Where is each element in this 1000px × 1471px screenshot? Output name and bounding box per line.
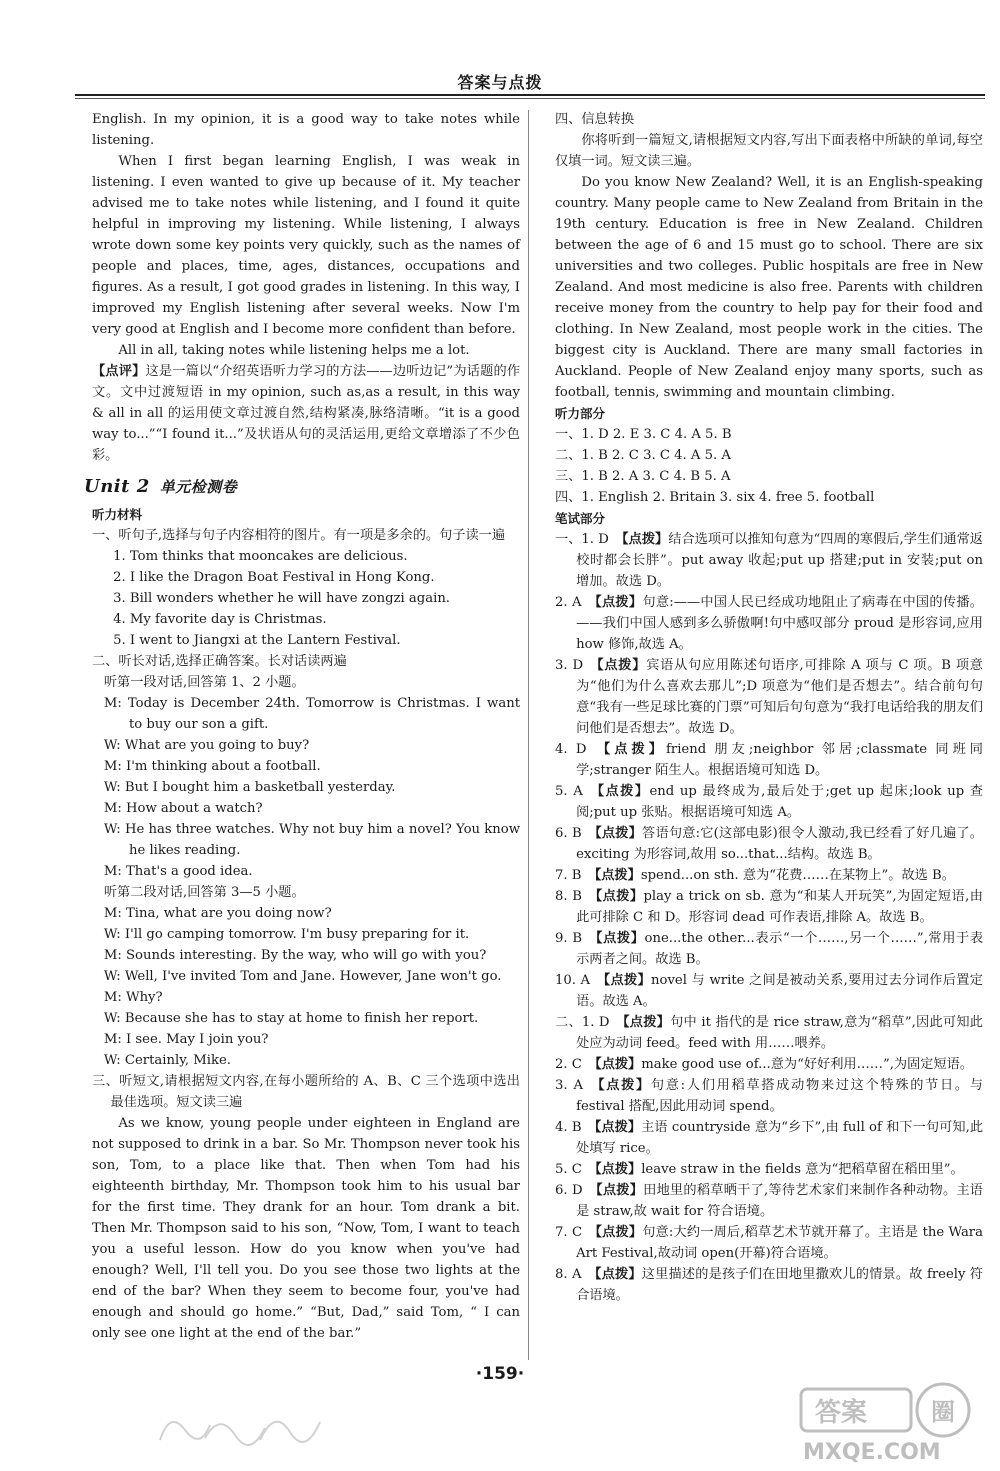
tip-tag: 【点拨】 <box>588 595 643 610</box>
answer-text: 句中 it 指代的是 rice straw,意为“稻草”,因此可知此处应为动词 feed。feed with 用……喂养。 <box>576 1015 983 1051</box>
answer-list <box>555 1012 983 1306</box>
answer-text: 句意:——中国人民已经成功地阻止了病毒在中国的传播。——我们中国人感到多么骄傲啊!句中感叹部分 proud 是形容词,应用 how 修饰,故选 A。 <box>576 595 983 652</box>
tip-tag: 【点拨】 <box>588 1057 642 1072</box>
svg-text:MXQE.COM: MXQE.COM <box>803 1440 941 1465</box>
answer-item <box>555 823 983 865</box>
dialog-line: W: Because she has to stay at home to finish her report. <box>103 1011 479 1026</box>
tip-tag: 【点拨】 <box>588 931 645 946</box>
answer-text: one...the other...表示“一个……,另一个……”,常用于表示两者之间。故选 B。 <box>576 931 984 967</box>
answer-text: play a trick on sb. 意为“和某人开玩笑”,为固定短语,由此可排除 C 和 D。形容词 dead 可作表语,排除 A。故选 B。 <box>576 889 983 925</box>
comment-tag: 【点评】 <box>92 364 146 379</box>
list-item: 5. I went to Jiangxi at the Lantern Festival. <box>113 633 401 648</box>
dialog-line: M: I'm thinking about a football. <box>103 759 321 774</box>
column-divider <box>528 110 529 1360</box>
dialog-line: M: Today is December 24th. Tomorrow is Christmas. I want to buy our son a gift. <box>103 696 520 732</box>
answer-text: end up 最终成为,最后处于;get up 起床;look up 查阅;put up 张贴。根据语境可知选 A。 <box>576 784 983 820</box>
answer-number: 2. C <box>555 1057 582 1072</box>
handwriting-watermark <box>150 1400 330 1455</box>
dialog-line: W: What are you going to buy? <box>103 738 310 753</box>
answer-item <box>555 886 983 928</box>
answer-row: 一、1. D 2. E 3. C 4. A 5. B <box>555 427 732 442</box>
answer-item <box>555 970 983 1012</box>
answer-item <box>555 1012 983 1054</box>
tip-tag: 【点拨】 <box>588 1162 642 1177</box>
answer-item <box>555 928 983 970</box>
tip-tag: 【点拨】 <box>596 973 652 988</box>
answer-number: 6. B <box>555 826 582 841</box>
answer-list <box>555 529 983 1012</box>
dialog-line: M: How about a watch? <box>103 801 263 816</box>
answer-item <box>555 1222 983 1264</box>
tip-tag: 【点拨】 <box>589 1078 651 1093</box>
answer-number: 3. A <box>555 1078 584 1093</box>
dialog-line: W: He has three watches. Why not buy him a novel? You know he likes reading. <box>103 822 520 858</box>
answer-item <box>555 1075 983 1117</box>
answer-number: 4. B <box>555 1120 582 1135</box>
answer-number: 7. C <box>555 1225 583 1240</box>
tip-tag: 【点拨】 <box>588 1225 643 1240</box>
answer-number: 4. D <box>555 742 587 757</box>
answer-text: 田地里的稻草晒干了,等待艺术家们来制作各种动物。主语是 straw,故 wait for 符合语境。 <box>576 1183 983 1219</box>
right-column <box>555 109 983 1306</box>
tip-tag: 【点拨】 <box>589 1183 644 1198</box>
answer-row: 二、1. B 2. C 3. C 4. A 5. A <box>555 448 731 463</box>
tip-tag: 【点拨】 <box>589 784 650 799</box>
answer-text: 结合选项可以推知句意为“四周的寒假后,学生们通常返校时都会长胖”。put away 收起;put up 搭建;put in 安装;put on 增加。故选 D。 <box>576 532 983 589</box>
list-item: 4. My favorite day is Christmas. <box>113 612 327 627</box>
answer-number: 8. A <box>555 1267 582 1282</box>
comment-text: 这是一篇以“介绍英语听力学习的方法——边听边记”为话题的作文。文中过渡短语 in my opinion, such as,as a result, in this way & all in all 的运用使文章过渡自然,结构紧凑,脉络清晰。“it is a good way to...”“I found it...”及状语从句的灵活运用,更给文章增添了不少色彩。 <box>92 364 521 463</box>
answer-text: 句意:大约一周后,稻草艺术节就开幕了。主语是 the Wara Art Festival,故动词 open(开幕)符合语境。 <box>576 1225 983 1261</box>
dialog-line: M: Why? <box>103 990 163 1005</box>
header-rule <box>75 94 985 96</box>
instruction: 你将听到一篇短文,请根据短文内容,写出下面表格中所缺的单词,每空仅填一词。短文读三遍。 <box>555 133 983 169</box>
essay-paragraph: All in all, taking notes while listening helps me a lot. <box>118 343 470 358</box>
part-heading: 四、信息转换 <box>555 112 635 127</box>
answer-item <box>555 1117 983 1159</box>
answer-item <box>555 781 983 823</box>
answer-number: 7. B <box>555 868 582 883</box>
unit-suffix: 单元检测卷 <box>159 478 238 496</box>
answer-number: 6. D <box>555 1183 583 1198</box>
svg-text:圈: 圈 <box>931 1398 955 1426</box>
answer-number: 2. A <box>555 595 582 610</box>
dialog-line: W: I'll go camping tomorrow. I'm busy preparing for it. <box>103 927 470 942</box>
tip-tag: 【点拨】 <box>615 532 669 547</box>
list-item: 3. Bill wonders whether he will have zongzi again. <box>113 591 451 606</box>
answer-item <box>555 529 983 592</box>
answer-item <box>555 1264 983 1306</box>
page-number: ·159· <box>475 1364 525 1384</box>
answer-number: 10. A <box>555 973 591 988</box>
answer-item <box>555 1180 983 1222</box>
left-column <box>84 109 521 1344</box>
dialog-line: M: Sounds interesting. By the way, who will go with you? <box>103 948 487 963</box>
dialog-line: W: Certainly, Mike. <box>103 1053 231 1068</box>
tip-tag: 【点拨】 <box>588 868 641 883</box>
answer-text: make good use of...意为“好好利用……”,为固定短语。 <box>641 1057 974 1072</box>
dialog-line: W: But I bought him a basketball yesterday. <box>103 780 396 795</box>
answer-number: 5. A <box>555 784 583 799</box>
list-item: 2. I like the Dragon Boat Festival in Hong Kong. <box>113 570 435 585</box>
answer-row: 四、1. English 2. Britain 3. six 4. free 5. football <box>555 490 875 505</box>
answer-text: 句意:人们用稻草搭成动物来过这个特殊的节日。与 festival 搭配,因此用动词 spend。 <box>576 1078 983 1114</box>
passage: As we know, young people under eighteen in England are not supposed to drink in a bar. So Mr. Thompson never took his son, Tom, to a place like that. Then when Tom had his eighteenth birthday, Mr. Thompson took him to his usual bar for the first time. They drank for an hour. Tom drank a bit. Then Mr. Thompson said to his son, “Now, Tom, I want to teach you a useful lesson. How do you know when you've had enough? Well, I'll tell you. Do you see those two lights at the end of the bar? When they seem to become four, you've had enough and should go home.” “But, Dad,” said Tom, “ I can only see one light at the end of the bar.” <box>92 1116 520 1341</box>
section-heading: 听力材料 <box>92 507 143 522</box>
header-title: 答案与点拨 <box>457 73 543 92</box>
tip-tag: 【点拨】 <box>588 826 643 841</box>
tip-tag: 【点拨】 <box>588 1120 642 1135</box>
dialog-line: M: I see. May I join you? <box>103 1032 269 1047</box>
part-subheading: 听第一段对话,回答第 1、2 小题。 <box>103 675 305 690</box>
answer-item <box>555 592 983 655</box>
answer-text: 这里描述的是孩子们在田地里撒欢儿的情景。故 freely 符合语境。 <box>576 1267 983 1303</box>
section-heading: 笔试部分 <box>555 511 606 526</box>
answer-item <box>555 739 983 781</box>
answer-number: 二、1. D <box>555 1015 610 1030</box>
unit-title <box>84 476 520 498</box>
tip-tag: 【点拨】 <box>588 889 644 904</box>
comment <box>92 361 520 466</box>
header-rule-thin <box>75 98 985 99</box>
part-heading: 一、听句子,选择与句子内容相符的图片。有一项是多余的。句子读一遍 <box>92 528 506 543</box>
answer-item <box>555 1159 983 1180</box>
part-subheading: 听第二段对话,回答第 3—5 小题。 <box>103 885 305 900</box>
unit-name: Unit 2 <box>84 476 150 497</box>
answer-number: 8. B <box>555 889 582 904</box>
answer-number: 5. C <box>555 1162 582 1177</box>
answer-text: spend...on sth. 意为“花费……在某物上”。故选 B。 <box>640 868 955 883</box>
part-heading: 三、听短文,请根据短文内容,在每小题所给的 A、B、C 三个选项中选出最佳选项。短文读三遍 <box>92 1074 520 1110</box>
tip-tag: 【点拨】 <box>616 1015 671 1030</box>
dialog-line: M: Tina, what are you doing now? <box>103 906 332 921</box>
answer-item <box>555 865 983 886</box>
answer-text: 答语句意:它(这部电影)很令人激动,我已经看了好几遍了。exciting 为形容词,故用 so...that...结构。故选 B。 <box>576 826 983 862</box>
essay-paragraph: When I first began learning English, I was weak in listening. I even wanted to give up because of it. My teacher advised me to take notes while listening, and I found it quite helpful in improving my listening. While listening, I always wrote down some key points very quickly, such as the names of people and places, time, ages, distances, occupations and figures. As a result, I got good grades in listening. In this way, I improved my English listening after several weeks. Now I'm very good at English and I become more confident than before. <box>92 154 520 337</box>
tip-tag: 【点拨】 <box>589 658 647 673</box>
essay-line: English. In my opinion, it is a good way to take notes while listening. <box>92 112 520 148</box>
dialog-line: W: Well, I've invited Tom and Jane. However, Jane won't go. <box>103 969 502 984</box>
answer-text: leave straw in the fields 意为“把稻草留在稻田里”。 <box>641 1162 964 1177</box>
answer-number: 一、1. D <box>555 532 609 547</box>
answer-text: friend 朋友;neighbor 邻居;classmate 同班同学;stranger 陌生人。根据语境可知选 D。 <box>576 742 983 778</box>
answer-text: 宾语从句应用陈述句语序,可排除 A 项与 C 项。B 项意为“他们为什么喜欢去那儿”;D 项意为“他们是否想去”。结合前句句意“我有一些足球比赛的门票”可知后句句意为“我打电话给我的朋友们问他们是否想去”。故选 D。 <box>576 658 983 736</box>
part-heading: 二、听长对话,选择正确答案。长对话读两遍 <box>92 654 347 669</box>
answer-number: 9. B <box>555 931 583 946</box>
svg-text:答案: 答案 <box>815 1398 868 1428</box>
tip-tag: 【点拨】 <box>588 1267 642 1282</box>
answer-text: 主语 countryside 意为“乡下”,由 full of 和下一句可知,此处填写 rice。 <box>576 1120 984 1156</box>
passage: Do you know New Zealand? Well, it is an English-speaking country. Many people came to New Zealand from Britain in the 19th century. Education is free in New Zealand. Children between the age of 6 and 15 must go to school. There are six universities and two colleges. Public hospitals are free in New Zealand. And most medicine is also free. Parents with children receive money from the country to help pay for their food and clothing. In New Zealand, most people work in the cities. The biggest city is Auckland. There are many small factories in Auckland. People of New Zealand enjoy many sports, such as football, tennis, swimming and mountain climbing. <box>555 175 983 400</box>
answer-text: novel 与 write 之间是被动关系,要用过去分词作后置定语。故选 A。 <box>576 973 983 1009</box>
section-heading: 听力部分 <box>555 406 606 421</box>
answer-row: 三、1. B 2. A 3. C 4. B 5. A <box>555 469 731 484</box>
answer-number: 3. D <box>555 658 584 673</box>
list-item: 1. Tom thinks that mooncakes are delicious. <box>113 549 408 564</box>
tip-tag: 【点拨】 <box>593 742 667 757</box>
watermark-logo <box>793 1375 983 1465</box>
answer-item <box>555 655 983 739</box>
answer-item <box>555 1054 983 1075</box>
dialog-line: M: That's a good idea. <box>103 864 253 879</box>
